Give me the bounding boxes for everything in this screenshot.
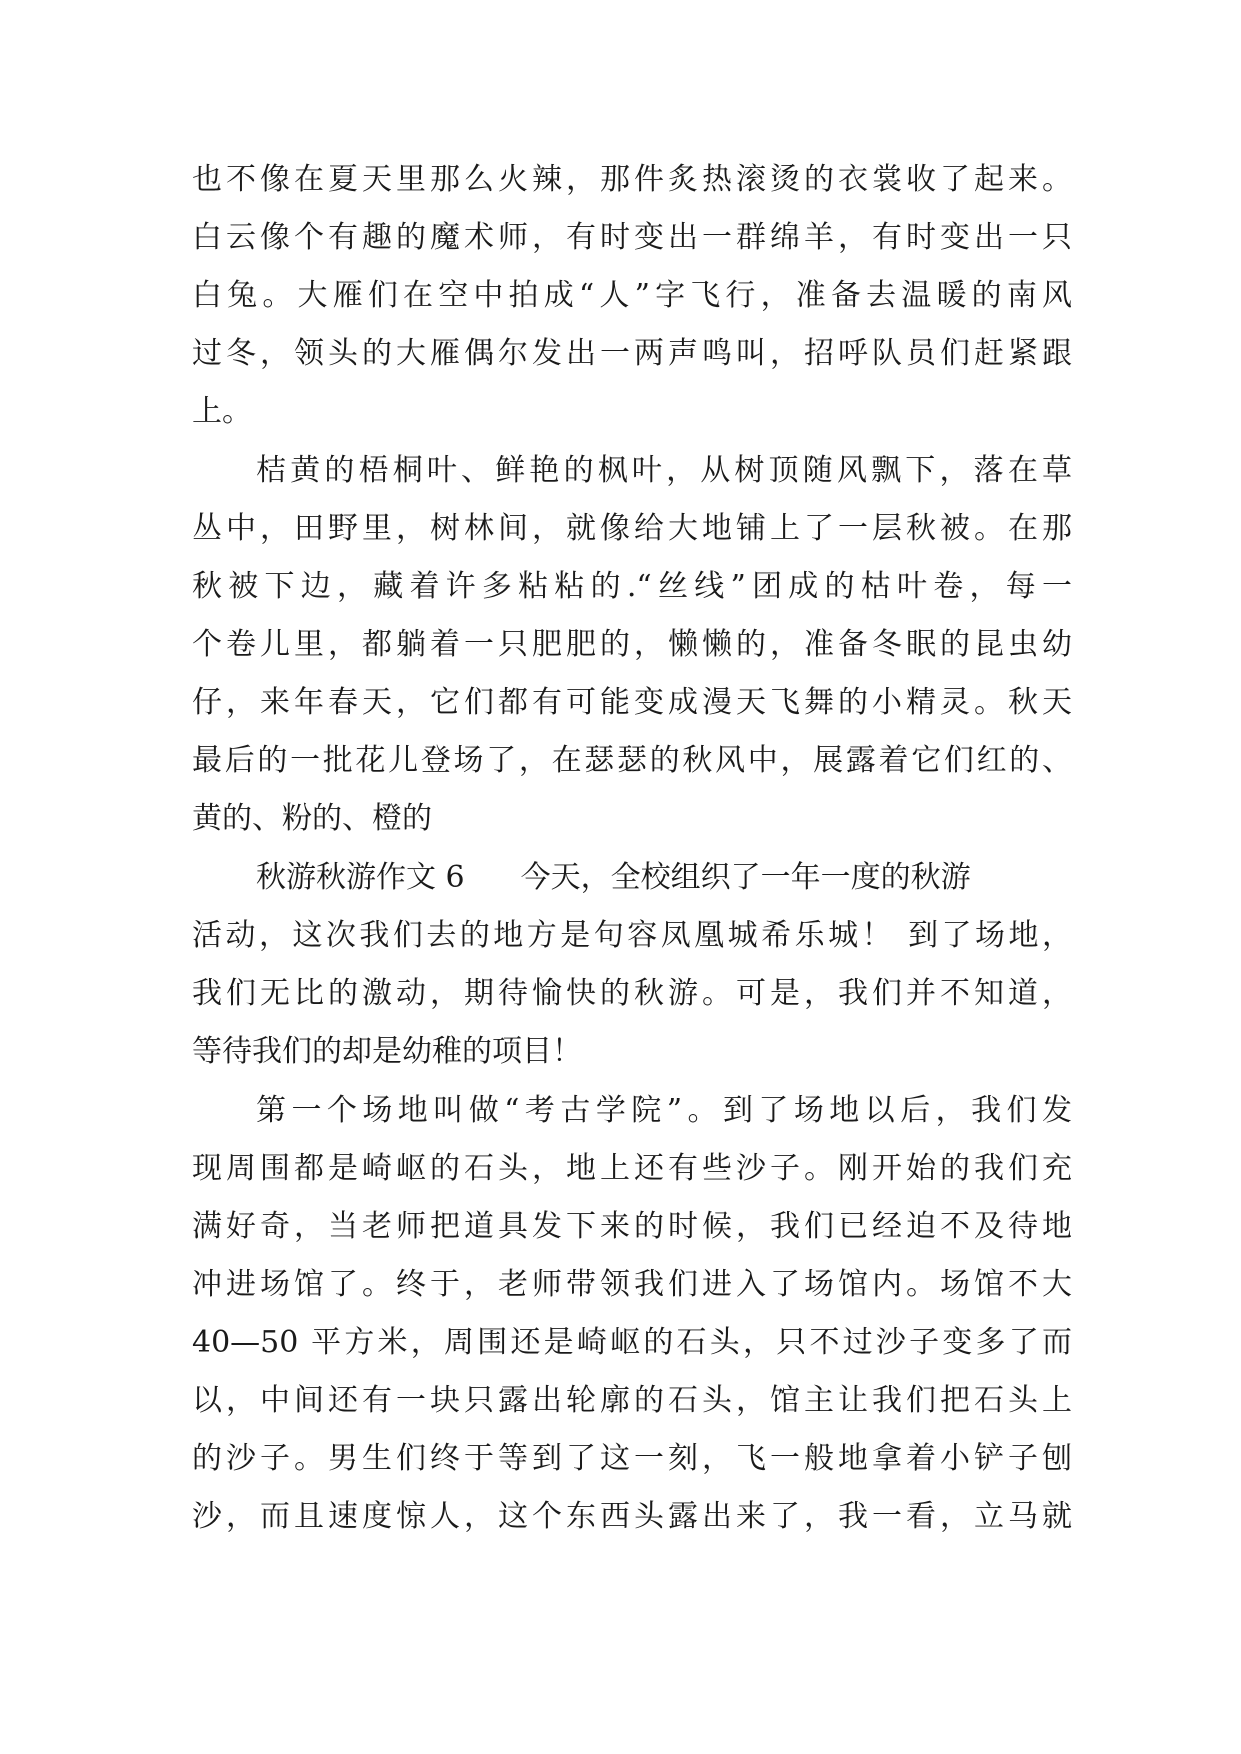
text-line: 的沙子。男生们终于等到了这一刻，飞一般地拿着小铲子刨: [192, 1441, 1072, 1476]
section-heading: 秋游秋游作文 6: [256, 860, 465, 895]
text-line: 以，中间还有一块只露出轮廓的石头，馆主让我们把石头上: [192, 1383, 1072, 1418]
text-line: 满好奇，当老师把道具发下来的时候，我们已经迫不及待地: [192, 1209, 1072, 1244]
paragraph-first-line: 桔黄的梧桐叶、鲜艳的枫叶，从树顶随风飘下，落在草: [256, 453, 1072, 488]
text-line: 冲进场馆了。终于，老师带领我们进入了场馆内。场馆不大: [192, 1267, 1072, 1302]
text-line: 仔，来年春天，它们都有可能变成漫天飞舞的小精灵。秋天: [192, 685, 1072, 720]
text-line: 最后的一批花儿登场了，在瑟瑟的秋风中，展露着它们红的、: [192, 743, 1072, 778]
text-line: 活动，这次我们去的地方是句容凤凰城希乐城！ 到了场地，: [192, 918, 1072, 953]
section-heading-line: [256, 858, 1072, 898]
text-line: 白兔。大雁们在空中拍成“人”字飞行，准备去温暖的南风: [192, 278, 1072, 313]
text-line: 过冬，领头的大雁偶尔发出一两声鸣叫，招呼队员们赶紧跟: [192, 336, 1072, 371]
text-line: 也不像在夏天里那么火辣，那件炙热滚烫的衣裳收了起来。: [192, 162, 1072, 197]
text-line: 40—50 平方米，周围还是崎岖的石头，只不过沙子变多了而: [192, 1325, 1072, 1360]
paragraph-first-line: 第一个场地叫做“考古学院”。到了场地以后，我们发: [256, 1093, 1072, 1128]
text-line: 我们无比的激动，期待愉快的秋游。可是，我们并不知道，: [192, 976, 1072, 1011]
text-line: 等待我们的却是幼稚的项目！: [192, 1034, 582, 1069]
text-line: 沙，而且速度惊人，这个东西头露出来了，我一看，立马就: [192, 1499, 1072, 1534]
text-line: 丛中，田野里，树林间，就像给大地铺上了一层秋被。在那: [192, 511, 1072, 546]
text-line: 上。: [192, 394, 252, 429]
text-line: 秋被下边，藏着许多粘粘的.“丝线”团成的枯叶卷，每一: [192, 569, 1072, 604]
text-line: 现周围都是崎岖的石头，地上还有些沙子。刚开始的我们充: [192, 1151, 1072, 1186]
text-line: 黄的、粉的、橙的: [192, 801, 432, 836]
text-line: 白云像个有趣的魔术师，有时变出一群绵羊，有时变出一只: [192, 220, 1072, 255]
section-opening-text: 今天，全校组织了一年一度的秋游: [520, 860, 971, 895]
text-line: 个卷儿里，都躺着一只肥肥的，懒懒的，准备冬眠的昆虫幼: [192, 627, 1072, 662]
